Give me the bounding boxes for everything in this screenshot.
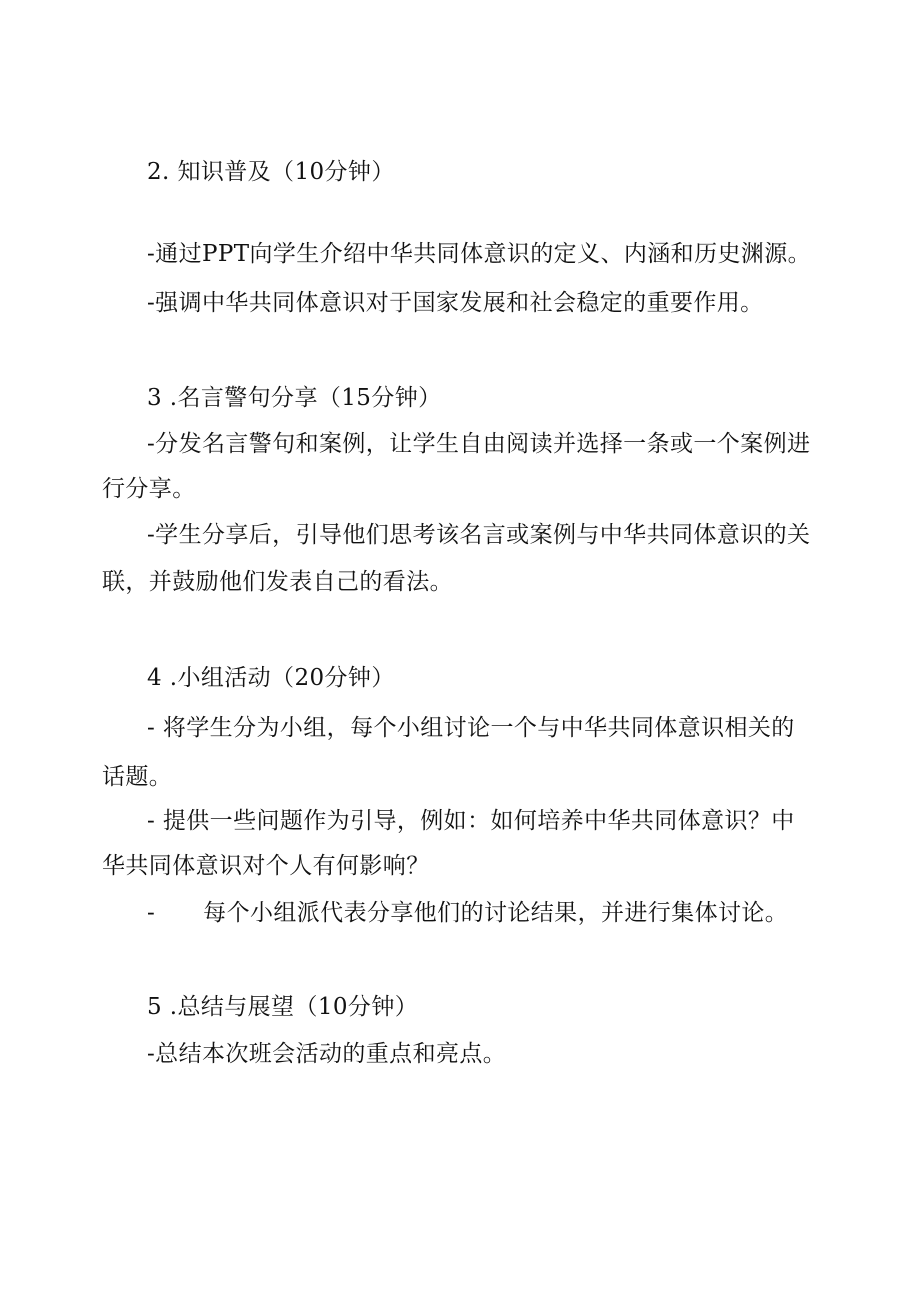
section-line: -总结本次班会活动的重点和亮点。 [147, 1041, 507, 1067]
section-heading-group-activity: 4 .小组活动（20分钟） [147, 665, 395, 691]
section-line-with-gap [147, 897, 788, 929]
section-line: -分发名言警句和案例，让学生自由阅读并选择一条或一个案例进 [147, 431, 811, 457]
section-heading-knowledge: 2. 知识普及（10分钟） [147, 159, 395, 185]
dash-prefix: - [147, 900, 156, 926]
section-line: - 提供一些问题作为引导，例如：如何培养中华共同体意识？中 [147, 808, 795, 834]
section-line-text: 每个小组派代表分享他们的讨论结果，并进行集体讨论。 [203, 900, 789, 926]
section-line: - 将学生分为小组，每个小组讨论一个与中华共同体意识相关的 [147, 715, 795, 741]
section-line: -学生分享后，引导他们思考该名言或案例与中华共同体意识的关 [147, 522, 811, 548]
section-line-continuation: 话题。 [102, 764, 173, 790]
section-line-continuation: 行分享。 [102, 476, 196, 502]
section-line-continuation: 联，并鼓励他们发表自己的看法。 [102, 569, 453, 595]
section-line-continuation: 华共同体意识对个人有何影响？ [102, 853, 430, 879]
section-heading-quotes: 3 .名言警句分享（15分钟） [147, 385, 442, 411]
section-line: -通过PPT向学生介绍中华共同体意识的定义、内涵和历史渊源。 [147, 241, 812, 267]
section-line: -强调中华共同体意识对于国家发展和社会稳定的重要作用。 [147, 290, 764, 316]
section-heading-summary: 5 .总结与展望（10分钟） [147, 994, 419, 1020]
